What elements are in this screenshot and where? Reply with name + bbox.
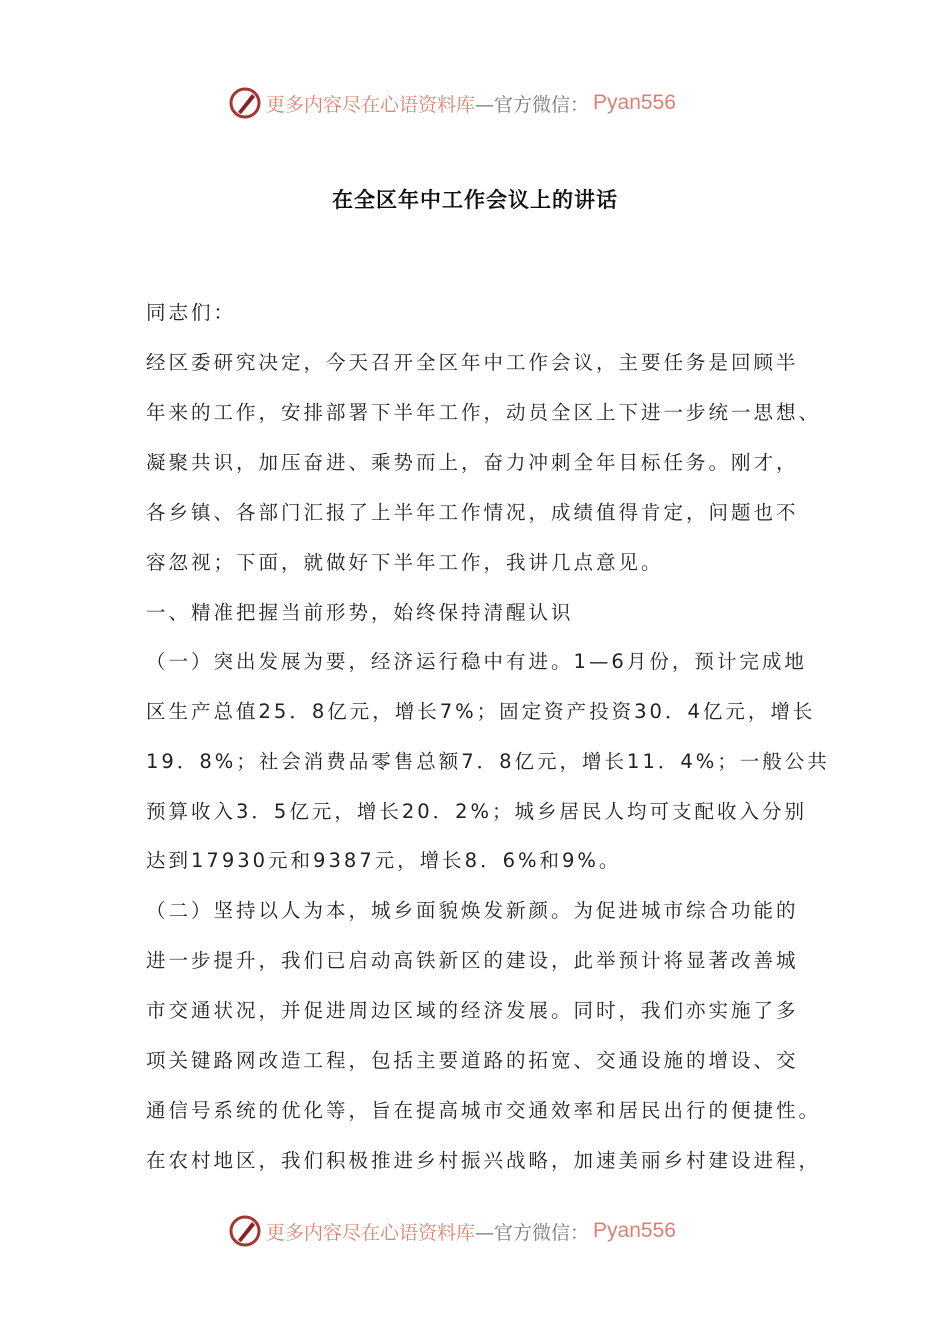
text-line: 预算收入3．5亿元，增长20．2%；城乡居民人均可支配收入分别 <box>146 800 808 823</box>
text-line: 在农村地区，我们积极推进乡村振兴战略，加速美丽乡村建设进程， <box>146 1149 822 1172</box>
watermark-sep: —官方微信： <box>475 1221 590 1244</box>
watermark-sep: —官方微信： <box>475 93 590 116</box>
pen-logo-icon <box>228 86 262 120</box>
text-line: 容忽视；下面，就做好下半年工作，我讲几点意见。 <box>146 551 664 574</box>
document-title: 在全区年中工作会议上的讲话 <box>332 188 618 212</box>
text-line: 通信号系统的优化等，旨在提高城市交通效率和居民出行的便捷性。 <box>146 1099 822 1122</box>
text-line: 一、精准把握当前形势，始终保持清醒认识 <box>146 601 574 624</box>
text-line: 市交通状况，并促进周边区域的经济发展。同时，我们亦实施了多 <box>146 999 799 1022</box>
watermark-site: 更多内容尽在心语资料库 <box>266 1221 476 1244</box>
watermark-id: Pyan556 <box>593 1219 676 1242</box>
text-line: 区生产总值25．8亿元，增长7%；固定资产投资30．4亿元，增长 <box>146 700 816 723</box>
text-line: 项关键路网改造工程，包括主要道路的拓宽、交通设施的增设、交 <box>146 1049 799 1072</box>
text-line: 年来的工作，安排部署下半年工作，动员全区上下进一步统一思想、 <box>146 401 822 424</box>
footer-watermark <box>228 1211 676 1251</box>
text-line: 同志们： <box>146 301 237 324</box>
text-line: 19．8%；社会消费品零售总额7．8亿元，增长11．4%；一般公共 <box>146 750 830 773</box>
text-line: 凝聚共识，加压奋进、乘势而上，奋力冲刺全年目标任务。刚才， <box>146 451 799 474</box>
pen-logo-icon <box>228 1214 262 1248</box>
text-line: 达到17930元和9387元，增长8．6%和9%。 <box>146 849 622 872</box>
text-line: 进一步提升，我们已启动高铁新区的建设，此举预计将显著改善城 <box>146 949 799 972</box>
text-line: 各乡镇、各部门汇报了上半年工作情况，成绩值得肯定，问题也不 <box>146 501 799 524</box>
watermark-site: 更多内容尽在心语资料库 <box>266 93 476 116</box>
text-line: （一）突出发展为要，经济运行稳中有进。1—6月份，预计完成地 <box>146 650 807 673</box>
text-line: 经区委研究决定，今天召开全区年中工作会议，主要任务是回顾半 <box>146 351 799 374</box>
text-line: （二）坚持以人为本，城乡面貌焕发新颜。为促进城市综合功能的 <box>146 899 799 922</box>
watermark-id: Pyan556 <box>593 91 676 114</box>
header-watermark <box>228 83 676 123</box>
